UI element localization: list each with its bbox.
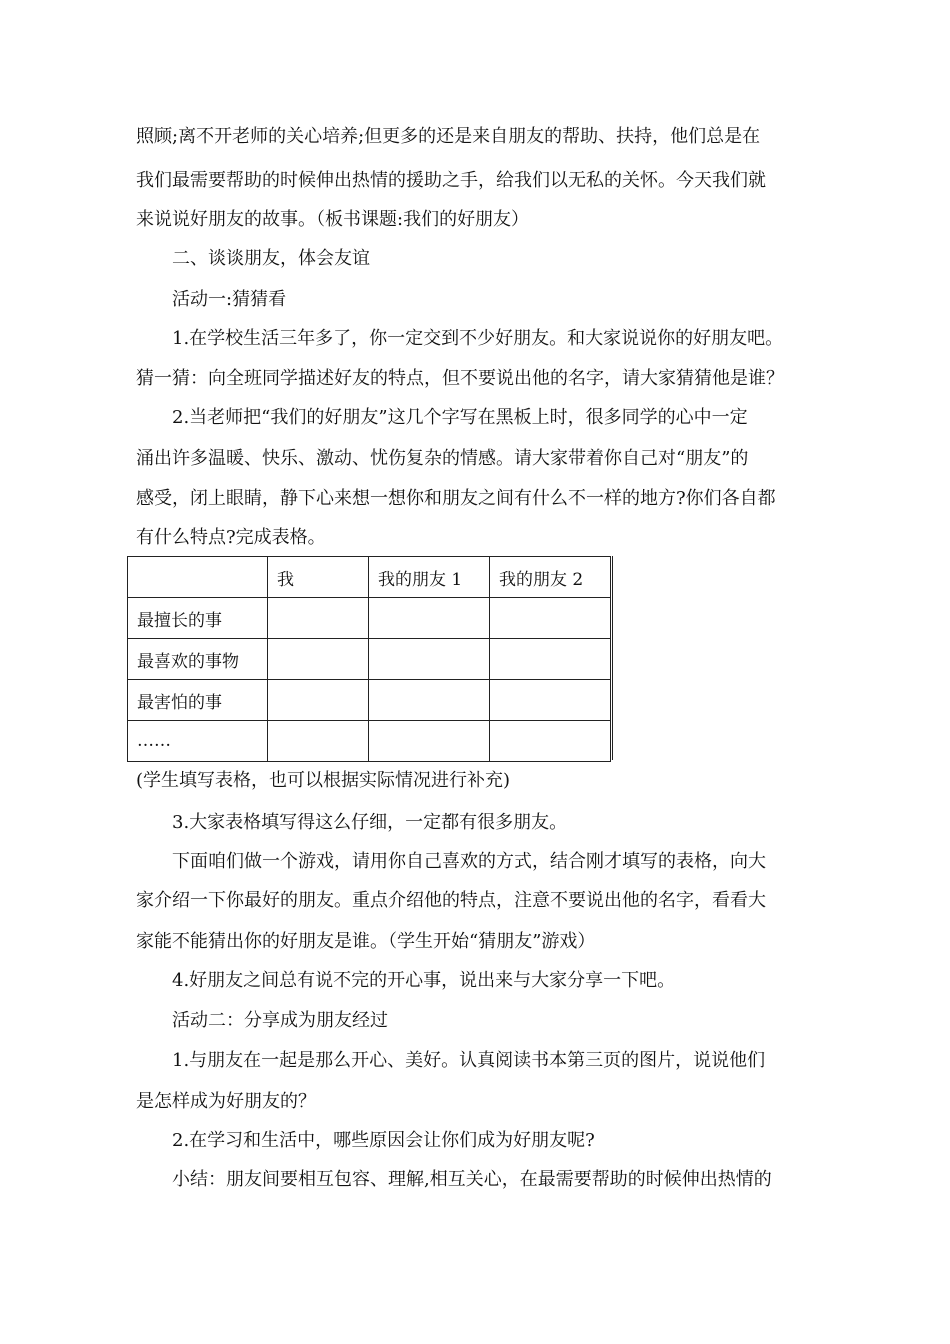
paragraph-line: 4.好朋友之间总有说不完的开心事，说出来与大家分享一下吧。 [172,970,676,991]
paragraph-line: 家能不能猜出你的好朋友是谁。（学生开始“猜朋友”游戏） [136,931,596,952]
table-border-accent [612,556,613,760]
table-cell [490,721,611,762]
paragraph-line: 家介绍一下你最好的朋友。重点介绍他的特点，注意不要说出他的名字，看看大 [136,890,766,911]
table-cell [490,639,611,680]
table-row [128,721,611,762]
paragraph-line: 来说说好朋友的故事。（板书课题:我们的好朋友） [136,209,530,230]
table-row-label: 最擅长的事 [128,598,268,639]
activity-heading: 活动二：分享成为朋友经过 [172,1010,388,1031]
paragraph-line: 下面咱们做一个游戏，请用你自己喜欢的方式，结合刚才填写的表格，向大 [172,851,766,872]
table-cell [369,721,490,762]
table-cell [369,598,490,639]
table-row [128,639,611,680]
paragraph-line: 1.与朋友在一起是那么开心、美好。认真阅读书本第三页的图片，说说他们 [172,1050,766,1071]
table-cell [268,598,369,639]
paragraph-line: 感受，闭上眼睛，静下心来想一想你和朋友之间有什么不一样的地方?你们各自都 [136,488,776,509]
paragraph-line: 我们最需要帮助的时候伸出热情的援助之手，给我们以无私的关怀。今天我们就 [136,170,766,191]
table-cell [268,639,369,680]
paragraph-line: 是怎样成为好朋友的？ [136,1091,316,1112]
table-row [128,598,611,639]
table-cell [268,680,369,721]
paragraph-line: 3.大家表格填写得这么仔细，一定都有很多朋友。 [172,812,568,833]
table-header-cell: 我 [268,557,369,598]
table-row-label: 最害怕的事 [128,680,268,721]
summary-line: 小结：朋友间要相互包容、理解,相互关心，在最需要帮助的时候伸出热情的 [172,1169,772,1190]
table-cell [268,721,369,762]
table-cell [369,639,490,680]
section-heading: 二、谈谈朋友，体会友谊 [172,248,370,269]
table-row-label: 最喜欢的事物 [128,639,268,680]
paragraph-line: 1.在学校生活三年多了，你一定交到不少好朋友。和大家说说你的好朋友吧。 [172,328,784,349]
table-header-cell [128,557,268,598]
table-cell [490,680,611,721]
paragraph-line: 2.在学习和生活中，哪些原因会让你们成为好朋友呢? [172,1130,595,1151]
table-cell [490,598,611,639]
activity-heading: 活动一:猜猜看 [172,289,287,310]
paragraph-line: 2.当老师把“我们的好朋友”这几个字写在黑板上时，很多同学的心中一定 [172,407,748,428]
table-header-cell: 我的朋友 2 [490,557,611,598]
table-header-cell: 我的朋友 1 [369,557,490,598]
table-row-label: …… [128,721,268,762]
friends-table [127,556,611,762]
table-row [128,680,611,721]
paragraph-line: 有什么特点?完成表格。 [136,527,326,548]
table-header-row [128,557,611,598]
paragraph-line: 照顾;离不开老师的关心培养;但更多的还是来自朋友的帮助、扶持，他们总是在 [136,126,761,147]
paragraph-line: 涌出许多温暖、快乐、激动、忧伤复杂的情感。请大家带着你自己对“朋友”的 [136,448,749,469]
table-cell [369,680,490,721]
table-note: (学生填写表格，也可以根据实际情况进行补充) [136,770,511,791]
paragraph-line: 猜一猜：向全班同学描述好友的特点，但不要说出他的名字，请大家猜猜他是谁？ [136,368,784,389]
